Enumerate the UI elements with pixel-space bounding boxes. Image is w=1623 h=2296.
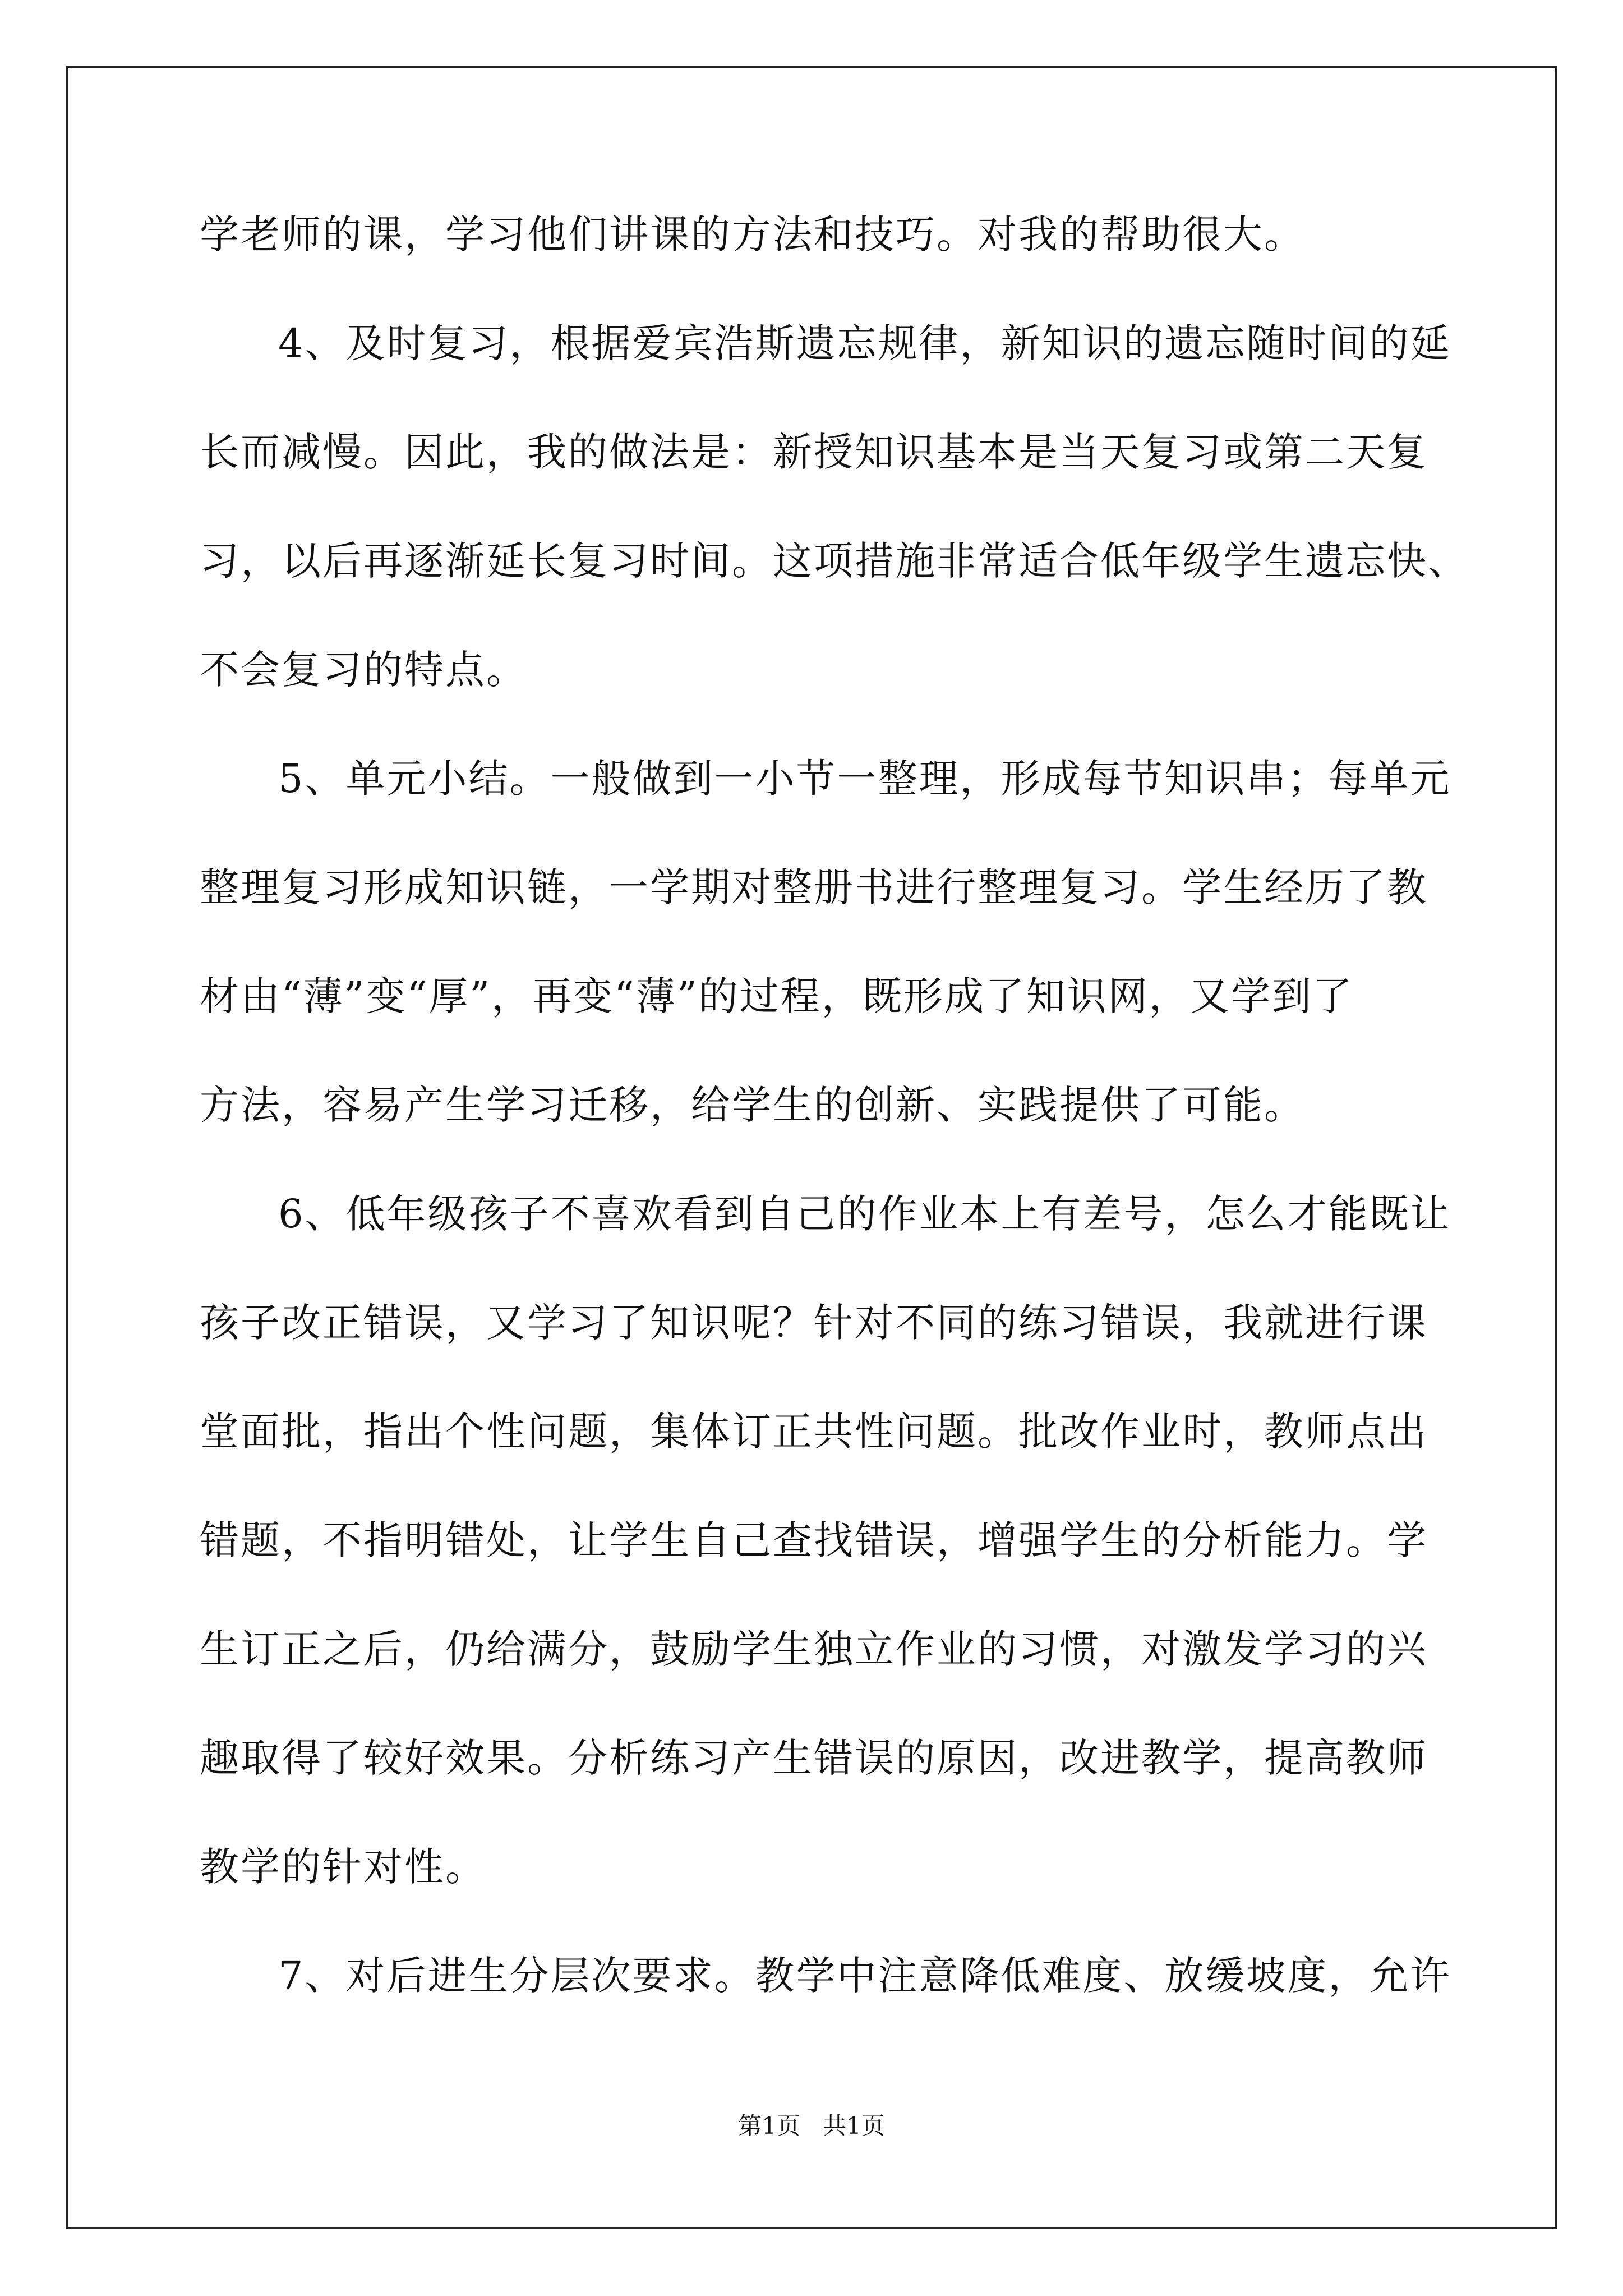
- text-line: 生订正之后，仍给满分，鼓励学生独立作业的习惯，对激发学习的兴: [200, 1626, 1428, 1672]
- page-footer: [0, 2110, 1623, 2142]
- text-line: 错题，不指明错处，让学生自己查找错误，增强学生的分析能力。学: [200, 1517, 1428, 1563]
- text-line: 方法，容易产生学习迁移，给学生的创新、实践提供了可能。: [200, 1082, 1305, 1128]
- text-line: 不会复习的特点。: [200, 647, 527, 693]
- text-line: 孩子改正错误，又学习了知识呢？针对不同的练习错误，我就进行课: [200, 1300, 1428, 1346]
- text-line: 学老师的课，学习他们讲课的方法和技巧。对我的帮助很大。: [200, 211, 1305, 257]
- text-line: 7、对后进生分层次要求。教学中注意降低难度、放缓坡度，允许: [278, 1953, 1451, 1999]
- text-line: 5、单元小结。一般做到一小节一整理，形成每节知识串；每单元: [278, 756, 1451, 802]
- page-total: 共1页: [823, 2112, 885, 2139]
- text-line: 教学的针对性。: [200, 1844, 486, 1890]
- page-border: [66, 66, 1557, 2229]
- text-line: 整理复习形成知识链，一学期对整册书进行整理复习。学生经历了教: [200, 864, 1428, 910]
- text-line: 堂面批，指出个性问题，集体订正共性问题。批改作业时，教师点出: [200, 1409, 1428, 1455]
- text-line: 趣取得了较好效果。分析练习产生错误的原因，改进教学，提高教师: [200, 1735, 1428, 1781]
- text-line: 长而减慢。因此，我的做法是：新授知识基本是当天复习或第二天复: [200, 429, 1428, 475]
- text-line: 4、及时复习，根据爱宾浩斯遗忘规律，新知识的遗忘随时间的延: [278, 320, 1451, 366]
- text-line: 习，以后再逐渐延长复习时间。这项措施非常适合低年级学生遗忘快、: [200, 538, 1469, 584]
- text-line: 6、低年级孩子不喜欢看到自己的作业本上有差号，怎么才能既让: [278, 1191, 1451, 1237]
- page-number: 第1页: [738, 2112, 800, 2139]
- text-line: 材由“薄”变“厚”，再变“薄”的过程，既形成了知识网，又学到了: [200, 973, 1354, 1019]
